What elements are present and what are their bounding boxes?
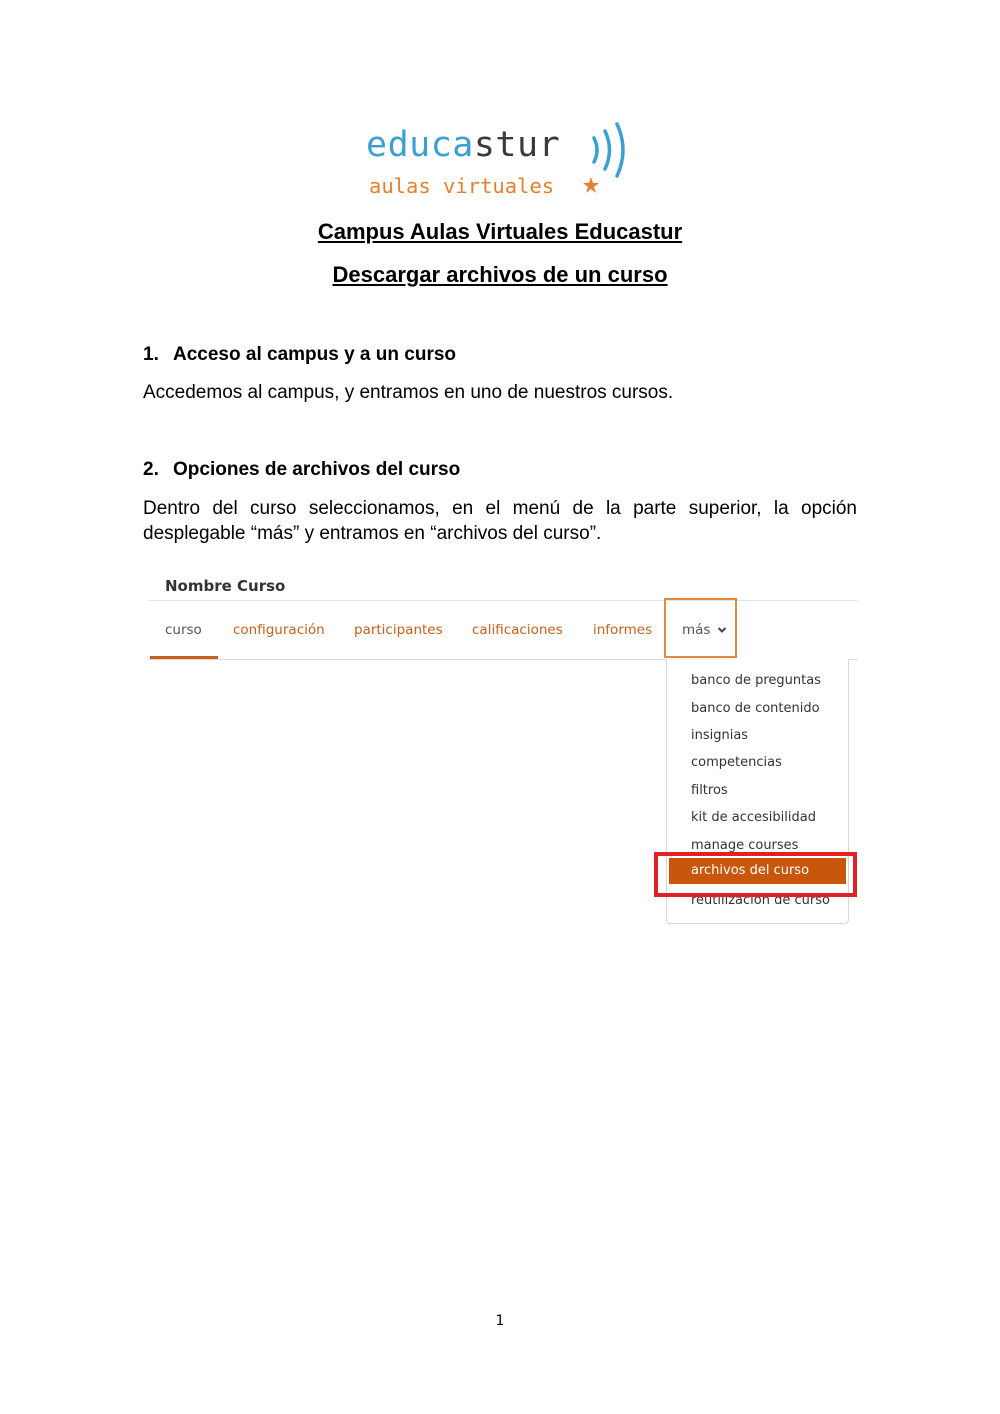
section-1-heading-text: Acceso al campus y a un curso <box>173 344 457 365</box>
menu-item-banco-contenido[interactable]: banco de contenido <box>691 701 820 716</box>
document-title: Campus Aulas Virtuales Educastur <box>317 219 683 244</box>
selected-option-highlight <box>654 852 857 897</box>
section-1-text: Accedemos al campus, y entramos en uno de nuestros cursos. <box>143 382 674 403</box>
section-2-number: 2. <box>143 459 159 480</box>
document-subtitle: Descargar archivos de un curso <box>332 262 668 287</box>
chevron-down-icon <box>717 626 727 634</box>
menu-item-reutilizacion-curso[interactable]: reutilización de curso <box>691 893 830 908</box>
menu-item-competencias[interactable]: competencias <box>691 755 782 770</box>
signal-waves-icon <box>588 122 636 178</box>
nav-tab-configuracion[interactable]: configuración <box>233 622 325 638</box>
logo-wordmark <box>366 125 561 165</box>
educastur-logo <box>366 122 636 202</box>
section-2-heading <box>143 460 460 479</box>
nav-tab-calificaciones[interactable]: calificaciones <box>472 622 563 638</box>
menu-item-banco-preguntas[interactable]: banco de preguntas <box>691 673 821 688</box>
page-number: 1 <box>495 1313 505 1329</box>
more-menu-label: más <box>682 622 711 638</box>
course-menu-screenshot <box>148 570 860 930</box>
section-1-heading <box>143 345 456 364</box>
nav-tab-curso[interactable]: curso <box>165 622 202 638</box>
logo-subtitle: aulas virtuales <box>369 174 555 198</box>
section-1-number: 1. <box>143 344 159 365</box>
section-2-text: Dentro del curso seleccionamos, en el menú de la parte superior, la opción desplegable “más” y entramos en “archivos del curso”. <box>143 498 857 544</box>
course-name: Nombre Curso <box>165 577 286 595</box>
menu-item-insignias[interactable]: insignias <box>691 728 749 743</box>
nav-tab-informes[interactable]: informes <box>593 622 653 638</box>
logo-word-stur: stur <box>473 125 561 165</box>
more-menu-button[interactable] <box>682 622 727 638</box>
star-icon <box>582 176 600 194</box>
menu-item-kit-accesibilidad[interactable]: kit de accesibilidad <box>691 810 816 825</box>
menu-item-archivos-curso[interactable]: archivos del curso <box>669 858 846 884</box>
menu-item-manage-courses[interactable]: manage courses <box>691 838 799 853</box>
menu-item-filtros[interactable]: filtros <box>691 783 728 798</box>
section-2-heading-text: Opciones de archivos del curso <box>173 459 461 480</box>
logo-word-educa: educa <box>366 125 474 165</box>
divider <box>148 600 858 601</box>
nav-tab-participantes[interactable]: participantes <box>354 622 443 638</box>
